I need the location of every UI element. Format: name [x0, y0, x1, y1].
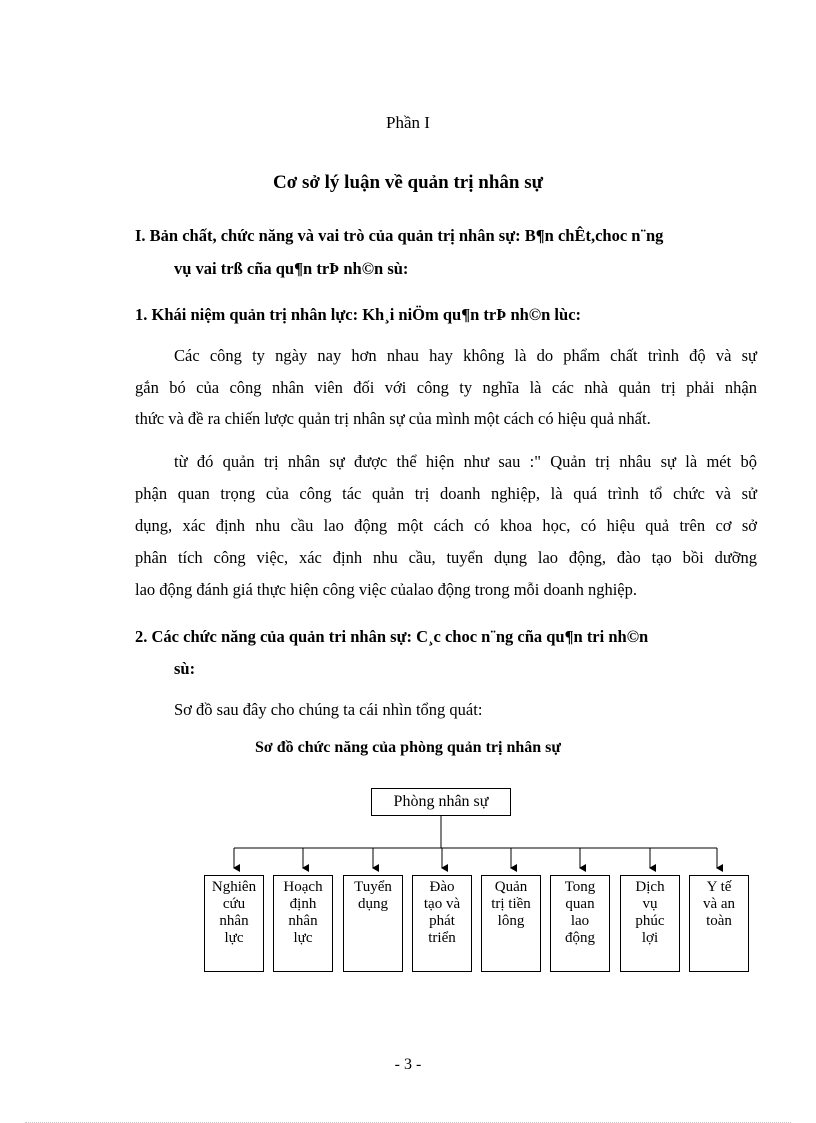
diagram-intro: Sơ đồ sau đây cho chúng ta cái nhìn tổng quát:	[174, 700, 483, 719]
box-dich-vu-phuc-loi: Dịch vụ phúc lợi	[620, 875, 680, 972]
section-1-2-heading-cont: sù:	[174, 659, 196, 678]
para2-line1: từ đó quản trị nhân sự được thể hiện như sau :" Quản trị nhâu sự là mét bộ	[174, 452, 757, 471]
chapter-title: Cơ sở lý luận về quản trị nhân sự	[272, 172, 544, 193]
para1-line2: gắn bó của công nhân viên đối với công ty nghĩa là các nhà quản trị phải nhận	[135, 378, 757, 397]
box-hoach-dinh-nhan-luc: Hoạch định nhân lực	[273, 875, 333, 972]
box-dao-tao-phat-trien: Đào tạo và phát triển	[412, 875, 472, 972]
box-tong-quan-lao-dong: Tong quan lao động	[550, 875, 610, 972]
root-box-phong-nhan-su: Phòng nhân sự	[371, 788, 511, 816]
section-1-2-heading: 2. Các chức năng của quản tri nhân sự: C¸c choc n¨ng cña qu¶n tri nh©n	[135, 627, 649, 646]
para2-line2: phận quan trọng của công tác quản trị doanh nghiệp, là quá trình tổ chức và sử	[135, 484, 757, 503]
box-nghien-cuu-nhan-luc: Nghiên cứu nhân lực	[204, 875, 264, 972]
para2-line4: phân tích công việc, xác định nhu cầu, tuyển dụng lao động, đào tạo bồi dưỡng	[135, 548, 757, 567]
para1-line1: Các công ty ngày nay hơn nhau hay không là do phẩm chất trình độ và sự	[174, 346, 757, 365]
part-label: Phần I	[386, 113, 430, 132]
diagram-title: Sơ đồ chức năng của phòng quản trị nhân sự	[255, 739, 561, 756]
para2-line5: lao động đánh giá thực hiện công việc củalao động trong mỗi doanh nghiệp.	[135, 580, 637, 599]
section-1-1-heading: 1. Khái niệm quản trị nhân lực: Kh¸i niÖm qu¶n trÞ nh©n lùc:	[135, 305, 582, 324]
section-1-heading: I. Bản chất, chức năng và vai trò của quản trị nhân sự: B¶n chÊt,choc n¨ng	[135, 226, 664, 245]
para2-line3: dụng, xác định nhu cầu lao động một cách có khoa học, có hiệu quả trên cơ sở	[135, 516, 757, 535]
box-tuyen-dung: Tuyển dụng	[343, 875, 403, 972]
box-quan-tri-tien-long: Quản trị tiền lông	[481, 875, 541, 972]
section-1-heading-cont: vụ vai trß cña qu¶n trÞ nh©n sù:	[174, 259, 409, 278]
page-number: - 3 -	[394, 1056, 422, 1073]
box-y-te-an-toan: Y tế và an toàn	[689, 875, 749, 972]
para1-line3: thức và đề ra chiến lược quản trị nhân sự của mình một cách có hiệu quả nhất.	[135, 409, 651, 428]
